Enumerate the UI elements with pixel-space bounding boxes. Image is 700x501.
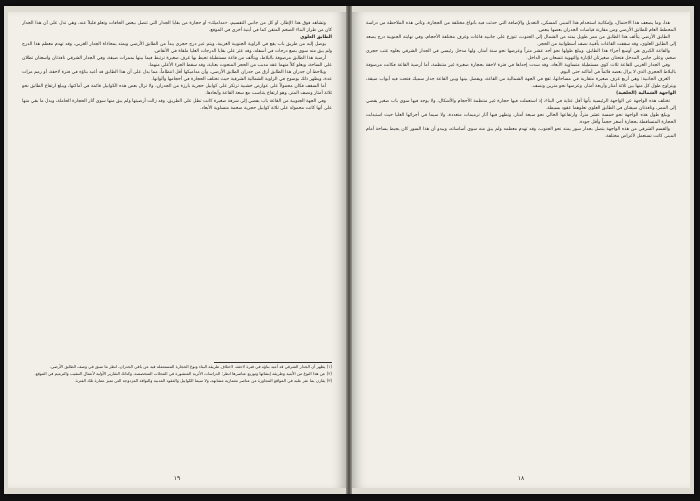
left-page-body: [22, 20, 332, 360]
right-page: [352, 12, 690, 488]
paragraph: وتشاهد فوق هذا الإطار، أو كل من جانبي التقسيم، «مداميك» أو حجارة من بقايا الجدار التي تتصل ببعض الحافات وتعلو قليلاً عنه، وهي تدل على أن هذا الجدار كان من طراز البناء الضخم المتقن كما في أبنية أخرى في الموقع.: [22, 21, 332, 34]
page-number: ١٩: [173, 475, 181, 482]
footnote-divider: [214, 362, 332, 363]
section-heading: الطابق العلوي: [300, 35, 332, 41]
paragraph: وفي الجهة الجنوبية من القاعة باب يفضي إلى شرفة صغيرة كانت تطل على الطريق، وقد زالت أرضيتها ولم يبق منها سوى آثار الحجارة الحاملة، ويدل ما بقي منها على أنها كانت محمولة على ثلاثة كوابيل حجرية ضخمة متساوية الأبعاد.: [22, 98, 332, 111]
paragraph: أما السقف فكان محمولاً على عوارض خشبية ترتكز على كوابيل حجرية بارزة من الجدران، ولا تزال بعض هذه الكوابيل قائمة في أماكنها، ويبلغ ارتفاع الطابق نحو ثلاثة أمتار ونصف المتر، وهو ارتفاع يتناسب مع سعة القاعة وأبعادها.: [22, 84, 332, 97]
paragraph: وفي الجدار الغربي للقاعة ثلاث كوى مستطيلة متساوية الأبعاد، وقد سدت إحداها في فترة لاحقة بحجارة صغيرة غير منتظمة، أما أرضية القاعة فكانت مرصوفة بالبلاط الحجري الذي لا يزال بعضه قائماً في أماكنه حتى اليوم.: [366, 63, 676, 76]
paragraph: أرضية هذا الطابق مرصوفة بالبلاط، ويتألف من قاعة مستطيلة تحيط بها غرف صغيرة ترتبط فيما بينها بممرات ضيقة، وفي الجدار الشرقي نافذتان واسعتان تطلان على الساحة، ويعلو كلاً منهما عقد مدبب من الحجر المنحوت بعناية، وقد سقط الجزء الأعلى منهما.: [22, 56, 332, 69]
book-spread: [4, 6, 694, 494]
left-page: [8, 12, 346, 488]
paragraph: الطابق الأرضي يتألف هذا الطابق من ممر طويل يمتد من الشمال إلى الجنوب، تتوزع على جانبيه قاعات وغرف مختلفة الأحجام، وفي نهايته الجنوبية درج يصعد إلى الطابق العلوي، وقد سقفت القاعات بأقبية نصف أسطوانية من الحجر.: [366, 35, 676, 48]
page-number: ١٨: [517, 475, 525, 482]
paragraph: والقاعة الكبرى هي أوسع أجزاء هذا الطابق، ويبلغ طولها نحو أحد عشر متراً وعرضها نحو ستة أمتار، ولها مدخل رئيسي في الجدار الشرقي يعلوه عتب حجري ضخم، وعلى جانبي المدخل فتحتان صغيرتان للإنارة والتهوية تتسعان من الداخل.: [366, 49, 676, 62]
footnote: (١) يظهر أن الجدار الشرقي قد أعيد بناؤه في فترة لاحقة، لاختلاف طريقة البناء ونوع الحجارة المستعملة فيه عن باقي الجدران، انظر ما سبق في وصف الطابق الأرضي.: [49, 364, 332, 369]
footnote: (٣) يقارن بما عثر عليه في المواقع المجاورة من عناصر معمارية مشابهة، ولا سيما الكوابيل والعقود المدببة والنوافذ المزدوجة التي تميز عمارة تلك الفترة.: [74, 378, 332, 384]
right-page-body: [366, 20, 676, 456]
paragraph: الغرف الجانبية: وهي أربع غرف صغيرة متقاربة في مساحاتها، تقع في الجهة الشمالية من القاعة، ويفصل بينها وبين القاعة جدار سميك فتحت فيه أبواب ضيقة، ويتراوح طول كل منها بين ثلاثة أمتار وأربعة أمتار، وعرضها نحو مترين ونصف.: [366, 77, 676, 90]
paragraph: ويلاحظ أن جدران هذا الطابق أرق من جدران الطابق الأرضي، وأن مداميكها أقل انتظاماً، مما يدل على أن هذا الطابق قد أعيد بناؤه في فترة لاحقة، أو رمم مرات عدة، ويظهر ذلك بوضوح في الزاوية الشمالية الشرقية حيث تختلف الحجارة في أحجامها وألوانها.: [22, 70, 332, 83]
footnote: (٢) عن هذا النوع من الأبنية وطريقة إنشائها وتوزيع عناصرها انظر: الدراسات الأثرية المنشورة في المجلات المتخصصة، وكذلك التقارير الأولية لأعمال التنقيب والترميم في الموقع.: [34, 371, 332, 377]
section-heading: الواجهة الشمالية (الخلفية): [616, 91, 676, 97]
paragraph: تختلف هذه الواجهة عن الواجهة الرئيسية بأنها أقل عناية في البناء، إذ استعملت فيها حجارة غير منتظمة الأحجام والأشكال، ولا يوجد فيها سوى باب صغير يفضي إلى الممر، ونافذتان ضيقتان في الطابق العلوي تعلوهما عقود بسيطة.: [366, 98, 676, 111]
paragraph: ويبلغ طول هذه الواجهة نحو خمسة عشر متراً، وارتفاعها الحالي نحو سبعة أمتار، وتظهر فيها آثار ترميمات متعددة، ولا سيما في أجزائها العليا حيث استبدلت الحجارة المتساقطة بحجارة أصغر حجماً وأقل جودة.: [366, 112, 676, 125]
paragraph: يوصل إليه من طريق باب يقع في الزاوية الجنوبية الغربية، ويتم عبر درج حجري يبدأ من الطابق الأرضي ويمتد بمحاذاة الجدار الغربي، وقد تهدم معظم هذا الدرج ولم يبق منه سوى بضع درجات في أسفله، وقد عثر على بقايا الدرجات العليا ملقاة في الأنقاض.: [22, 42, 332, 55]
paragraph: والقسم الشرقي من هذه الواجهة يتصل بجدار سور يمتد نحو الجنوب، وقد تهدم معظمه ولم يبق منه سوى أساساته، ويبدو أن هذا السور كان يحيط بساحة أمام المبنى كانت تستعمل لأغراض مختلفة.: [366, 126, 676, 139]
footnotes: [22, 364, 332, 474]
paragraph: هذا، وما يضعف هذا الاحتمال، وإمكانية استخدام هذا المبنى كمسكن، التعديل والإضافة التي حدثت فيه بأنواع مختلفة من الحجارة، وتأتي هذه الملاحظة من دراسة المخطط العام للطابق الأرضي ومن مقارنة قياسات الجدران بعضها ببعض.: [366, 21, 676, 34]
